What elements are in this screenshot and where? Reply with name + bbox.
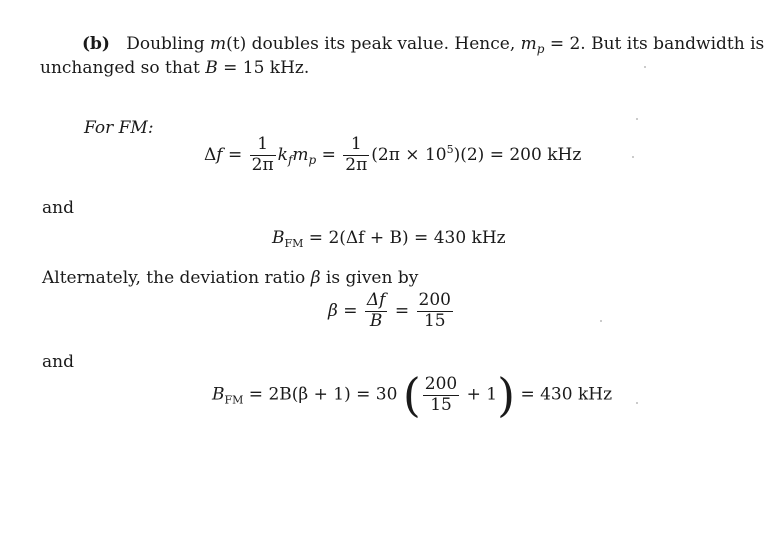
math-var: B (212, 384, 225, 405)
math-var: β (310, 268, 321, 288)
fm-heading: For FM: (84, 118, 154, 138)
fraction-numerator: 200 (424, 373, 458, 394)
scan-speck (636, 118, 638, 120)
math-operator: = (389, 300, 415, 321)
math-expression: + 1 (461, 384, 498, 405)
math-var: k (277, 144, 288, 165)
part-label: (b) (82, 34, 110, 54)
fraction-denominator: 15 (430, 394, 452, 415)
text-run: = 15 kHz. (217, 58, 310, 78)
scan-speck (644, 66, 646, 68)
text-run: Alternately, the deviation ratio (42, 268, 311, 288)
math-subscript: FM (224, 393, 244, 407)
fraction-numerator: Δf (366, 290, 386, 310)
fraction-denominator: 15 (423, 310, 446, 331)
math-exponent: 5 (446, 142, 454, 156)
connector-and-2: and (42, 352, 74, 372)
part-b-line2 (40, 58, 309, 78)
math-var: β (328, 300, 338, 321)
math-subscript: p (308, 152, 317, 167)
math-operator: = (222, 144, 248, 165)
connector-and-1: and (42, 198, 74, 218)
text-run: unchanged so that (40, 58, 206, 78)
text-run: Doubling (126, 34, 211, 54)
math-operator: = (316, 144, 342, 165)
math-var: m (292, 144, 309, 165)
math-var: f (216, 144, 223, 165)
math-symbol: Δ (204, 144, 217, 165)
equation-bfm-2 (212, 368, 613, 422)
fraction (343, 136, 369, 175)
scan-speck (632, 156, 634, 158)
scan-speck (636, 402, 638, 404)
fraction-denominator: 2π (345, 154, 368, 175)
math-operator: = (337, 300, 363, 321)
math-expression: = 430 kHz (515, 384, 613, 405)
math-expression: )(2) = 200 kHz (453, 144, 582, 165)
fraction-numerator: 1 (343, 136, 369, 156)
fraction-numerator: 200 (418, 290, 451, 310)
math-var: B (272, 228, 285, 248)
fraction-denominator: B (369, 310, 383, 331)
left-paren: ( (402, 368, 421, 422)
scan-speck (600, 320, 602, 322)
math-subscript: FM (284, 237, 304, 250)
math-expression: = 2(Δf + B) = 430 kHz (303, 228, 506, 248)
fraction (417, 292, 453, 331)
equation-beta (328, 292, 455, 331)
math-subscript: p (536, 42, 545, 56)
math-var: B (205, 58, 218, 78)
math-expression: = 2B(β + 1) = 30 (243, 384, 403, 405)
fraction (250, 136, 276, 175)
fraction (365, 292, 388, 331)
equation-bfm-1 (272, 228, 506, 250)
math-expression: (2π × 10 (371, 144, 447, 165)
math-arg: (t) (226, 34, 247, 54)
text-run: = 2. But its bandwidth is (544, 34, 764, 54)
right-paren: ) (497, 368, 516, 422)
fraction-numerator: 1 (250, 136, 276, 156)
math-var: m (520, 34, 537, 54)
text-run: is given by (320, 268, 419, 288)
math-var: m (210, 34, 227, 54)
alternate-text (42, 268, 418, 288)
math-subscript: f (287, 152, 293, 167)
fraction-denominator: 2π (251, 154, 274, 175)
text-run: doubles its peak value. Hence, (246, 34, 521, 54)
fraction (423, 373, 459, 415)
part-b-line1 (82, 34, 764, 56)
equation-delta-f (204, 136, 581, 175)
